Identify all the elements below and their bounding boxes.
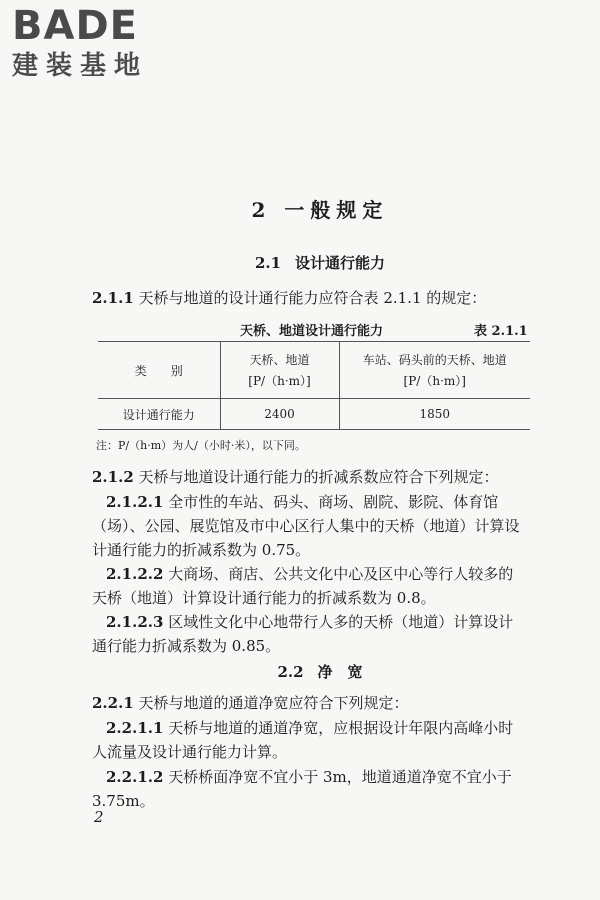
section-number: 2.1 (254, 254, 282, 272)
logo-chinese-text: 建装基地 (12, 51, 149, 81)
item-2-1-2-1 (106, 491, 498, 512)
clause-2-2-1 (92, 692, 409, 713)
header-col2-unit: [P/（h·m）] (248, 374, 311, 388)
header-bridge-tunnel (220, 342, 339, 399)
item-line: 天桥（地道）计算设计通行能力的折减系数为 0.8。 (92, 589, 436, 607)
table-caption: 天桥、地道设计通行能力 (240, 324, 384, 339)
item-2-1-2-2 (106, 563, 513, 584)
clause-2-1-1 (92, 287, 486, 308)
row-value-station: 1850 (339, 399, 530, 430)
clause-text: 天桥与地道的设计通行能力应符合表 2.1.1 的规定： (138, 289, 487, 307)
item-line: 大商场、商店、公共文化中心及区中心等行人较多的 (168, 565, 514, 583)
item-2-1-2-3 (106, 611, 513, 632)
item-number: 2.1.2.1 (106, 493, 164, 511)
page-number: 2 (94, 808, 104, 826)
item-2-2-1-2 (106, 766, 512, 787)
clause-2-1-2 (92, 466, 499, 487)
item-number: 2.1.2.3 (106, 613, 164, 631)
header-col2-line1: 天桥、地道 (249, 353, 310, 367)
item-line: 区域性文化中心地带行人多的天桥（地道）计算设计 (168, 613, 514, 631)
table-note: 注：P/（h·m）为人/（小时·米），以下同。 (96, 439, 306, 452)
item-number: 2.2.1.2 (106, 768, 164, 786)
item-2-2-1-1 (106, 717, 513, 738)
item-line: 3.75m。 (92, 792, 155, 810)
item-line: 天桥桥面净宽不宜小于 3m，地道通道净宽不宜小于 (168, 768, 512, 786)
clause-text: 天桥与地道设计通行能力的折减系数应符合下列规定： (138, 468, 499, 486)
clause-number: 2.1.2 (92, 468, 134, 486)
header-category: 类 别 (98, 342, 220, 399)
header-col3-unit: [P/（h·m）] (403, 374, 466, 388)
clause-number: 2.1.1 (92, 289, 134, 307)
item-line: 人流量及设计通行能力计算。 (92, 743, 288, 761)
item-line: 全市性的车站、码头、商场、剧院、影院、体育馆 (168, 493, 499, 511)
table-row (98, 399, 530, 430)
section-heading-2-2 (0, 661, 600, 682)
item-line: 通行能力折减系数为 0.85。 (92, 637, 281, 655)
section-heading-2-1 (0, 252, 600, 273)
section-title: 设计通行能力 (295, 254, 386, 272)
clause-text: 天桥与地道的通道净宽应符合下列规定： (138, 694, 409, 712)
item-number: 2.2.1.1 (106, 719, 164, 737)
header-col3-line1: 车站、码头前的天桥、地道 (362, 353, 507, 367)
table-label: 表 2.1.1 (474, 324, 528, 339)
item-number: 2.1.2.2 (106, 565, 164, 583)
section-number: 2.2 (277, 663, 304, 681)
chapter-title: 2 一般规定 (251, 198, 389, 222)
logo-latin-text: BADE (12, 3, 138, 49)
site-logo (12, 4, 148, 82)
section-title: 净 宽 (317, 663, 363, 681)
item-line: 天桥与地道的通道净宽，应根据设计年限内高峰小时 (168, 719, 514, 737)
item-line: （场）、公园、展览馆及市中心区行人集中的天桥（地道）计算设 (92, 517, 520, 535)
row-label: 设计通行能力 (98, 399, 220, 430)
row-value-bridge: 2400 (220, 399, 339, 430)
clause-number: 2.2.1 (92, 694, 134, 712)
item-line: 计通行能力的折减系数为 0.75。 (92, 541, 311, 559)
table-header-row (98, 342, 530, 399)
table-2-1-1 (98, 341, 530, 430)
header-station-wharf (339, 342, 530, 399)
